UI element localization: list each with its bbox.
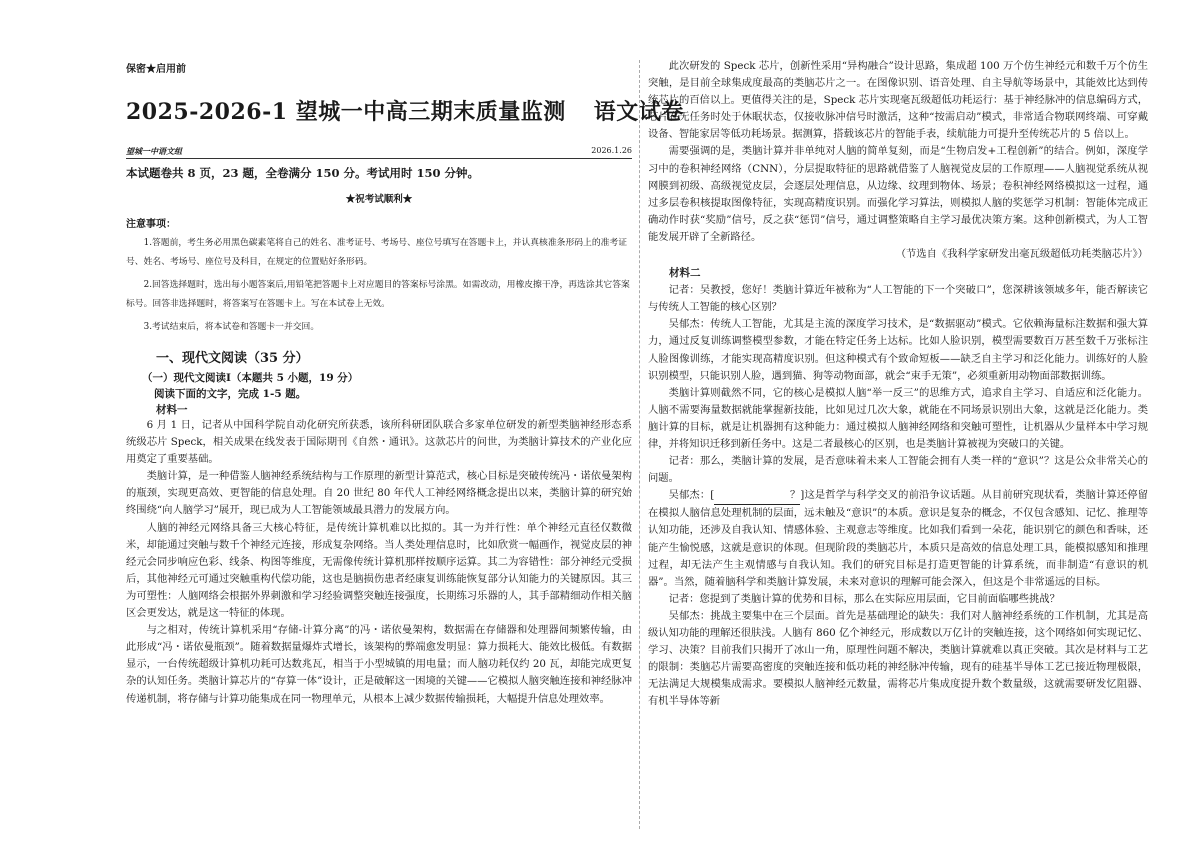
school-bar xyxy=(126,146,632,159)
material-one-paragraph: 此次研发的 Speck 芯片，创新性采用“异构融合”设计思路，集成超 100 万个仿生神经元和数千万个仿生突触，是目前全球集成度最高的类脑芯片之一。在图像识别、语音处理、自主导航等场景中，其能效比达到传统芯片的百倍以上。更值得关注的是，Speck 芯片实现毫瓦级超低功耗运行：基于神经脉冲的信息编码方式，芯片在无任务时处于休眠状态，仅接收脉冲信号时激活，这种“按需启动”模式，非常适合物联网终端、可穿戴设备、智能家居等低功耗场景。据测算，搭载该芯片的智能手表，续航能力可提升至传统芯片的 5 倍以上。 xyxy=(648,60,1148,141)
interview-paragraph: 吴郁杰：传统人工智能，尤其是主流的深度学习技术，是“数据驱动”模式。它依赖海量标注数据和强大算力，通过反复训练调整模型参数，才能在特定任务上达标。比如人脸识别，模型需要数百万甚至数千万张标注人脸图像训练，才能实现高精度识别。但这种模式有个致命短板——缺乏自主学习和泛化能力。训练好的人脸识别模型，只能识别人脸，遇到猫、狗等动物面部，就会“束手无策”，必须重新用动物面部数据训练。 xyxy=(648,318,1148,382)
good-luck-banner: ★祝考试顺利★ xyxy=(345,194,413,205)
right-column xyxy=(648,58,1148,839)
exam-info: 本试题卷共 8 页，23 题，全卷满分 150 分。考试用时 150 分钟。 xyxy=(126,166,480,180)
material-one-paragraph: 6 月 1 日，记者从中国科学院自动化研究所获悉，该所科研团队联合多家单位研发的新型类脑神经形态系统级芯片 Speck，相关成果在线发表于国际期刊《自然・通讯》。这款芯片的问世，为类脑计算技术的产业化应用奠定了重要基础。 xyxy=(126,419,632,466)
exam-title-text: 2025-2026-1 望城一中高三期末质量监测 xyxy=(126,99,566,125)
interview-paragraph: 吴郁杰：挑战主要集中在三个层面。首先是基础理论的缺失：我们对人脑神经系统的工作机制，尤其是高级认知功能的理解还很肤浅。人脑有 860 亿个神经元，形成数以万亿计的突触连接，这个网络如何实现记忆、学习、决策？目前我们只揭开了冰山一角，原理性问题不解决，类脑计算就难以真正突破。其次是材料与工艺的限制：类脑芯片需要高密度的突触连接和低功耗的神经脉冲传输，现有的硅基半导体工艺已接近物理极限，无法满足大规模集成需求。要模拟人脑神经元数量，需将芯片集成度提升数个数量级，这就需要研发忆阻器、有机半导体等新 xyxy=(648,609,1148,708)
left-column xyxy=(126,58,684,839)
section-title: 一、现代文阅读（35 分） xyxy=(156,351,309,366)
speaker-label: 吴郁杰： xyxy=(668,489,711,502)
reading-instruction: 阅读下面的文字，完成 1-5 题。 xyxy=(154,388,307,400)
exam-date: 2026.1.26 xyxy=(591,146,632,155)
notice-title: 注意事项： xyxy=(126,219,176,230)
material-one-paragraph: 人脑的神经元网络具备三大核心特征，是传统计算机难以比拟的。其一为并行性：单个神经元直径仅数微米，却能通过突触与数千个神经元连接，形成复杂网络。当人类处理信息时，比如欣赏一幅画作，视觉皮层的神经元会同步响应色彩、线条、构图等维度，无需像传统计算机那样按顺序运算。其二为容错性：部分神经元受损后，其他神经元可通过突触重构代偿功能，这也是脑损伤患者经康复训练能恢复部分认知能力的关键原因。其三为可塑性：人脑网络会根据外界刺激和学习经验调整突触连接强度，长期练习乐器的人，其手部精细动作相关脑区会更发达，就是这一特征的体现。 xyxy=(126,521,632,620)
subsection-title: （一）现代文阅读Ⅰ（本题共 5 小题，19 分） xyxy=(142,372,359,384)
interview-paragraph: 记者：那么，类脑计算的发展，是否意味着未来人工智能会拥有人类一样的“意识”？这是公众非常关心的问题。 xyxy=(648,455,1148,485)
answer-text: 这是哲学与科学交叉的前沿争议话题。从目前研究现状看，类脑计算还停留在模拟人脑信息处理机制的层面，远未触及“意识”的本质。意识是复杂的概念，不仅包含感知、记忆、推理等认知功能，还涉及自我认知、情感体验、主观意志等维度。比如我们看到一朵花，能识别它的颜色和香味，还能产生愉悦感，这就是意识的体现。但现阶段的类脑芯片，本质只是高效的信息处理工具，能模拟感知和推理过程，却无法产生主观情感与自我认知。我们的研究目标是打造更智能的计算系统，而非制造“有意识的机器”。当然，随着脑科学和类脑计算发展，未来对意识的理解可能会深入，但这是个非常遥远的目标。 xyxy=(648,489,1149,588)
column-divider xyxy=(639,60,640,829)
material-one-label: 材料一 xyxy=(156,404,188,416)
material-two-label: 材料二 xyxy=(669,267,701,280)
notice-item: 1.答题前，考生务必用黑色碳素笔将自己的姓名、准考证号、考场号、座位号填写在答题卡上，并认真核准条形码上的准考证号、姓名、考场号、座位号及科目，在规定的位置贴好条形码。 xyxy=(126,238,628,267)
material-one-paragraph: 需要强调的是，类脑计算并非单纯对人脑的简单复刻，而是“生物启发+工程创新”的结合。例如，深度学习中的卷积神经网络（CNN），分层提取特征的思路就借鉴了人脑视觉皮层的工作原理——人脑视觉系统从视网膜到初级、高级视觉皮层，会逐层处理信息，从边缘、纹理到物体、场景；卷积神经网络模拟这一过程，通过多层卷积核提取图像特征，实现高精度识别。而强化学习算法，则模拟人脑的奖惩学习机制：智能体完成正确动作时获“奖励”信号，反之获“惩罚”信号，通过调整策略自主学习最优决策方案。这种创新模式，为人工智能发展开辟了全新路径。 xyxy=(648,145,1148,243)
interview-answer-paragraph: 吴郁杰：[ ？]这是哲学与科学交叉的前沿争议话题。从目前研究现状看，类脑计算还停留在模拟人脑信息处理机制的层面，远未触及“意识”的本质。意识是复杂的概念，不仅包含感知、记忆、推理等认知功能，还涉及自我认知、情感体验、主观意志等维度。比如我们看到一朵花，能识别它的颜色和香味，还能产生愉悦感，这就是意识的体现。但现阶段的类脑芯片，本质只是高效的信息处理工具，能模拟感知和推理过程，却无法产生主观情感与自我认知。我们的研究目标是打造更智能的计算系统，而非制造“有意识的机器”。当然，随着脑科学和类脑计算发展，未来对意识的理解可能会深入，但这是个非常遥远的目标。 xyxy=(648,489,1149,588)
interview-paragraph: 记者：您提到了类脑计算的优势和目标，那么在实际应用层面，它目前面临哪些挑战？ xyxy=(668,592,1060,605)
material-one-paragraph: 与之相对，传统计算机采用“存储-计算分离”的冯・诺依曼架构，数据需在存储器和处理器间频繁传输，由此形成“冯・诺依曼瓶颈”。随着数据量爆炸式增长，该架构的弊端愈发明显：算力损耗大、能效比极低。有数据显示，一台传统超级计算机功耗可达数兆瓦，相当于小型城镇的用电量；而人脑功耗仅约 20 瓦，却能完成更复杂的认知任务。类脑计算芯片的“存算一体”设计，正是破解这一困境的关键——它模拟人脑突触连接和神经脉冲传递机制，将存储与计算功能集成在同一物理单元，从根本上减少数据传输损耗，大幅提升信息处理效率。 xyxy=(126,624,632,705)
material-source: （节选自《我科学家研发出毫瓦级超低功耗类脑芯片》） xyxy=(895,248,1148,261)
exam-title xyxy=(126,95,684,126)
secret-label: 保密★启用前 xyxy=(126,64,186,75)
school-name: 望城一中语文组 xyxy=(126,146,182,156)
notice-item: 2.回答选择题时，选出每小题答案后,用铅笔把答题卡上对应题目的答案标号涂黑。如需改动，用橡皮擦干净，再选涂其它答案标号。回答非选择题时，将答案写在答题卡上。写在本试卷上无效。 xyxy=(126,280,630,309)
notice-item: 3.考试结束后，将本试卷和答题卡一并交回。 xyxy=(143,322,320,332)
interview-paragraph: 记者：吴教授，您好！类脑计算近年被称为“人工智能的下一个突破口”，您深耕该领域多年，能否解读它与传统人工智能的核心区别？ xyxy=(648,284,1148,314)
interview-paragraph: 类脑计算则截然不同，它的核心是模拟人脑“举一反三”的思维方式，追求自主学习、自适应和泛化能力。人脑不需要海量数据就能掌握新技能，比如见过几次大象，就能在不同场景识别出大象，这就是泛化能力。类脑计算的目标，就是让机器拥有这种能力：通过模拟人脑神经网络和突触可塑性，让机器从少量样本中学习规律，并将知识迁移到新任务中。这是二者最核心的区别，也是类脑计算被视为突破口的关键。 xyxy=(648,386,1148,450)
answer-blank: ？ xyxy=(714,487,800,505)
exam-subject: 语文试卷 xyxy=(593,99,684,125)
material-one-paragraph: 类脑计算，是一种借鉴人脑神经系统结构与工作原理的新型计算范式，核心目标是突破传统冯・诺依曼架构的瓶颈，实现更高效、更智能的信息处理。自 20 世纪 80 年代人工神经网络概念提出以来，类脑计算的研究始终围绕“向人脑学习”展开，现已成为人工智能领域最具潜力的发展方向。 xyxy=(126,470,632,517)
